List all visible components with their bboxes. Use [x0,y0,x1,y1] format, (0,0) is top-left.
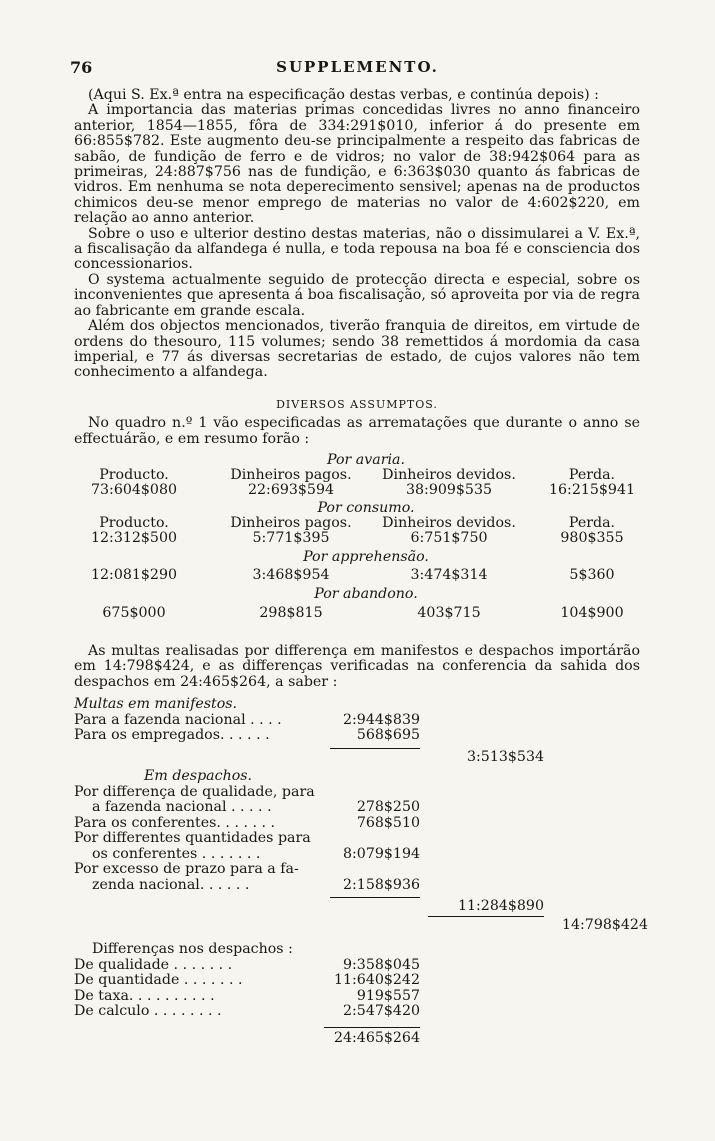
ledger-row [74,893,654,914]
ledger-label: zenda nacional. . . . . . [92,876,250,893]
divider [324,1027,420,1028]
ledger-label: De qualidade . . . . . . . [74,956,233,973]
ledger-value: 2:944$839 [343,711,420,728]
header-devidos: Dinheiros devidos. [382,467,516,483]
ledger-value: 8:079$194 [343,845,420,862]
divider [330,897,420,898]
multas-manifestos-title: Multas em manifestos. [74,696,238,712]
cell-producto: 12:312$500 [90,530,178,546]
ledger-label: De taxa. . . . . . . . . . [74,987,215,1004]
apprehensao-title: Por apprehensão. [303,549,429,565]
ledger-row [74,713,654,729]
ledger-value: 278$250 [356,799,420,815]
page-header [70,58,645,80]
table-row [74,468,640,483]
header-perda: Perda. [568,467,616,483]
ledger-label: a fazenda nacional . . . . . [92,799,272,815]
avaria-title: Por avaria. [326,452,406,468]
ledger-label: Para a fazenda nacional . . . . [74,711,282,728]
paragraph-materias-primas: A importancia das materias primas concedidas livres no anno financeiro anterior, 1854—1855, fôra de 334:291$010, inferior á do presente em 66:855$782. Este augmento deu-se principalmente a respeito das fabricas de sabão, de fundição de ferro e de vidros; no valor de 38:942$064 para as primeiras, 24:887$756 nas de fundição, e 6:363$030 quanto ás fabricas de vidros. Em nenhuma se nota deperecimento sensivel; apenas na de productos chimicos deu-se menor emprego de materias no valor de 4:602$220, em relação ao anno anterior. [74,102,640,227]
ledger-row [74,909,654,933]
ledger-value: 768$510 [356,814,420,831]
differencas-title: Differenças nos despachos : [92,941,293,957]
paragraph-quadro: No quadro n.º 1 vão especificadas as arrematações que durante o anno se effectuárão, e em resumo forão : [74,415,640,447]
intro-text [74,88,640,381]
ledger-row [74,728,654,744]
ledger-value: 919$557 [356,987,420,1004]
multas-intro [74,644,640,690]
ledger-row [74,744,654,765]
paragraph-franquia: Além dos objectos mencionados, tiverão franquia de direitos, em virtude de ordens do thesouro, 115 volumes; sendo 38 remettidos á mordomia da casa imperial, e 77 ás diversas secretarias de estado, de cujos valores não tem conhecimento a alfandega. [74,318,640,381]
running-title: SUPPLEMENTO. [276,58,439,76]
cell-perda: 16:215$941 [548,482,636,498]
ledger-label: Por excesso de prazo para a fa- [74,861,299,877]
divider [428,916,544,917]
ledger-value: 9:358$045 [343,956,420,973]
ledger-label: Por differença de qualidade, para [74,783,315,800]
cell-perda: 980$355 [560,530,624,546]
paragraph-fiscalisacao: Sobre o uso e ulterior destino destas materias, não o dissimularei a V. Ex.ª, a fiscalisação da alfandega é nulla, e toda repousa na boa fé e consciencia dos concessionarios. [74,225,640,273]
ledger-row [74,1020,654,1046]
ledger-row [74,785,654,801]
cell-perda: 104$900 [560,605,624,621]
cell-producto: 675$000 [102,605,166,621]
section-heading: DIVERSOS ASSUMPTOS. [276,398,438,411]
em-despachos-title: Em despachos. [144,768,253,784]
manifestos-subtotal: 3:513$534 [467,748,544,765]
cell-producto: 12:081$290 [90,567,178,583]
ledger-row [74,989,654,1005]
cell-devidos: 403$715 [417,605,481,621]
ledger-row [74,1004,654,1020]
table-row [74,606,640,621]
ledger-label: De calculo . . . . . . . . [74,1003,222,1019]
ledger-row [74,831,654,847]
cell-pagos: 5:771$395 [252,530,330,546]
table-row [74,516,640,531]
cell-producto: 73:604$080 [90,482,178,498]
ledger-row [74,878,654,894]
ledger-label: Para os conferentes. . . . . . . [74,814,276,831]
section-diversos [74,397,640,447]
arrematacoes-table [74,453,640,621]
cell-pagos: 22:693$594 [247,482,335,498]
header-devidos: Dinheiros devidos. [382,515,516,531]
cell-devidos: 6:751$750 [410,530,488,546]
header-producto: Producto. [99,515,169,531]
differencas-total: 24:465$264 [333,1029,420,1046]
page-number: 76 [70,58,93,77]
table-row [74,531,640,546]
ledger-row [74,847,654,863]
header-perda: Perda. [568,515,616,531]
ledger-row [74,816,654,832]
cell-pagos: 3:468$954 [252,567,330,583]
ledger-row [74,800,654,816]
ledger-label: Por differentes quantidades para [74,830,311,846]
multas-total: 14:798$424 [561,916,648,933]
cell-pagos: 298$815 [259,605,323,621]
cell-perda: 5$360 [569,567,615,583]
despachos-subtotal: 11:284$890 [457,898,544,914]
ledger-label: De quantidade . . . . . . . [74,972,243,988]
ledger-value: 11:640$242 [333,972,420,988]
ledger-value: 2:158$936 [343,876,420,893]
header-pagos: Dinheiros pagos. [230,515,352,531]
ledger-row [74,862,654,878]
paragraph-systema: O systema actualmente seguido de protecção directa e especial, sobre os inconvenientes que apresenta á boa fiscalisação, só aproveita por via de regra ao fabricante em grande escala. [74,271,640,319]
cell-devidos: 38:909$535 [405,482,493,498]
ledger-value: 568$695 [356,727,420,743]
header-producto: Producto. [99,467,169,483]
paragraph-multas: As multas realisadas por differença em manifestos e despachos importárão em 14:798$424, e as differenças verificadas na conferencia da sahida dos despachos em 24:465$264, a saber : [74,643,640,690]
cell-devidos: 3:474$314 [410,567,488,583]
abandono-title: Por abandono. [314,586,418,602]
ledger-row [74,958,654,974]
paragraph-aside: (Aqui S. Ex.ª entra na especificação destas verbas, e continúa depois) : [88,87,599,103]
ledger-label: Para os empregados. . . . . . [74,727,270,743]
header-pagos: Dinheiros pagos. [230,467,352,483]
ledger-row [74,973,654,989]
consumo-title: Por consumo. [317,500,415,516]
ledger-value: 2:547$420 [343,1003,420,1019]
table-row [74,483,640,498]
divider [330,748,420,749]
multas-ledger [74,696,654,1046]
table-row [74,568,640,583]
ledger-label: os conferentes . . . . . . . [92,845,261,862]
